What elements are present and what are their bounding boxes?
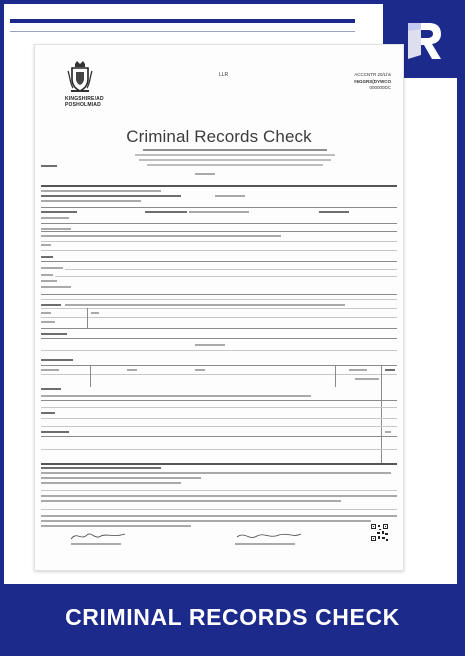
form-text [41, 195, 181, 197]
form-rule [41, 185, 397, 187]
intro-paragraph [135, 149, 335, 169]
header-ref-line2: #6GGRS(DYWCO [353, 78, 391, 84]
field-value [189, 211, 249, 213]
field-label [385, 369, 395, 371]
field-label [41, 217, 69, 219]
form-rule [41, 400, 397, 401]
crest-caption-line2: POSHOLMIAD [65, 102, 101, 108]
form-divider [335, 365, 336, 387]
caption-banner: CRIMINAL RECORDS CHECK [65, 604, 400, 630]
header-reference: LLR [219, 72, 229, 78]
field-label [349, 369, 367, 371]
declaration-text [41, 525, 191, 527]
crest-caption [65, 96, 104, 108]
header-reference-block [354, 72, 391, 92]
field-label [319, 211, 349, 213]
field-label [91, 312, 99, 314]
field-value [355, 378, 379, 380]
form-rule [41, 308, 397, 309]
field-label [41, 267, 63, 269]
top-accent-bar [10, 19, 355, 23]
document-page [34, 44, 404, 571]
form-rule [41, 449, 397, 450]
form-rule [41, 407, 397, 408]
form-text [41, 200, 141, 202]
section-label [41, 333, 67, 335]
brand-logo-icon [401, 15, 447, 61]
form-divider [90, 365, 91, 387]
field-label [41, 274, 53, 276]
field-label [385, 431, 391, 433]
document-title: Criminal Records Check [126, 127, 312, 146]
form-rule [41, 207, 397, 208]
center-label [195, 173, 215, 175]
declaration-text [41, 495, 397, 497]
form-text [65, 304, 345, 306]
form-rule [41, 426, 397, 427]
crest-caption-line1: KINGSHIRE/AD [65, 96, 104, 102]
header-ref-line3: 000000DC [369, 85, 391, 90]
form-rule [41, 317, 397, 318]
form-rule [41, 223, 397, 224]
field-label [41, 304, 61, 306]
section-label [41, 165, 57, 167]
field-label [41, 312, 51, 314]
form-rule [41, 250, 397, 251]
signature-caption [71, 543, 121, 545]
field-label [41, 280, 57, 282]
header-ref-line1: ACCCNTR 20/Lhs [354, 72, 391, 77]
field-label [41, 256, 53, 258]
qr-code-icon [370, 523, 389, 542]
form-divider [381, 365, 382, 465]
form-rule [41, 241, 397, 242]
declaration-text [41, 500, 341, 502]
form-rule [41, 436, 397, 437]
declaration-text [41, 467, 161, 469]
field-label [145, 211, 187, 213]
form-rule [41, 374, 397, 375]
form-text [41, 190, 161, 192]
form-rule [41, 261, 397, 262]
declaration-text [41, 472, 391, 474]
input-line [65, 269, 397, 270]
form-text [195, 344, 225, 346]
input-line [55, 276, 397, 277]
form-rule [41, 365, 397, 366]
form-rule [41, 509, 397, 510]
form-rule [41, 490, 397, 491]
form-rule [41, 299, 397, 300]
field-label [41, 388, 61, 390]
field-label [127, 369, 137, 371]
form-rule [41, 328, 397, 329]
field-label [41, 211, 77, 213]
field-label [41, 412, 55, 414]
declaration-text [41, 520, 371, 522]
form-text [41, 395, 311, 397]
top-accent-line [10, 31, 355, 32]
field-label [41, 228, 71, 230]
crest-icon [67, 61, 93, 93]
declaration-text [41, 515, 397, 517]
field-label [41, 369, 59, 371]
section-label [41, 359, 73, 361]
field-label [41, 431, 69, 433]
signature-left [69, 529, 129, 543]
form-rule [41, 418, 397, 419]
form-text [215, 195, 245, 197]
form-text [41, 235, 281, 237]
field-label [41, 286, 71, 288]
field-label [41, 321, 55, 323]
form-rule [41, 463, 397, 465]
form-rule [41, 338, 397, 339]
declaration-text [41, 477, 201, 479]
form-divider [87, 308, 88, 328]
field-label [41, 244, 51, 246]
signature-right [235, 529, 305, 543]
signature-caption [235, 543, 295, 545]
field-label [195, 369, 205, 371]
declaration-text [41, 482, 181, 484]
form-rule [41, 350, 397, 351]
form-rule [41, 231, 397, 232]
form-rule [41, 294, 397, 295]
